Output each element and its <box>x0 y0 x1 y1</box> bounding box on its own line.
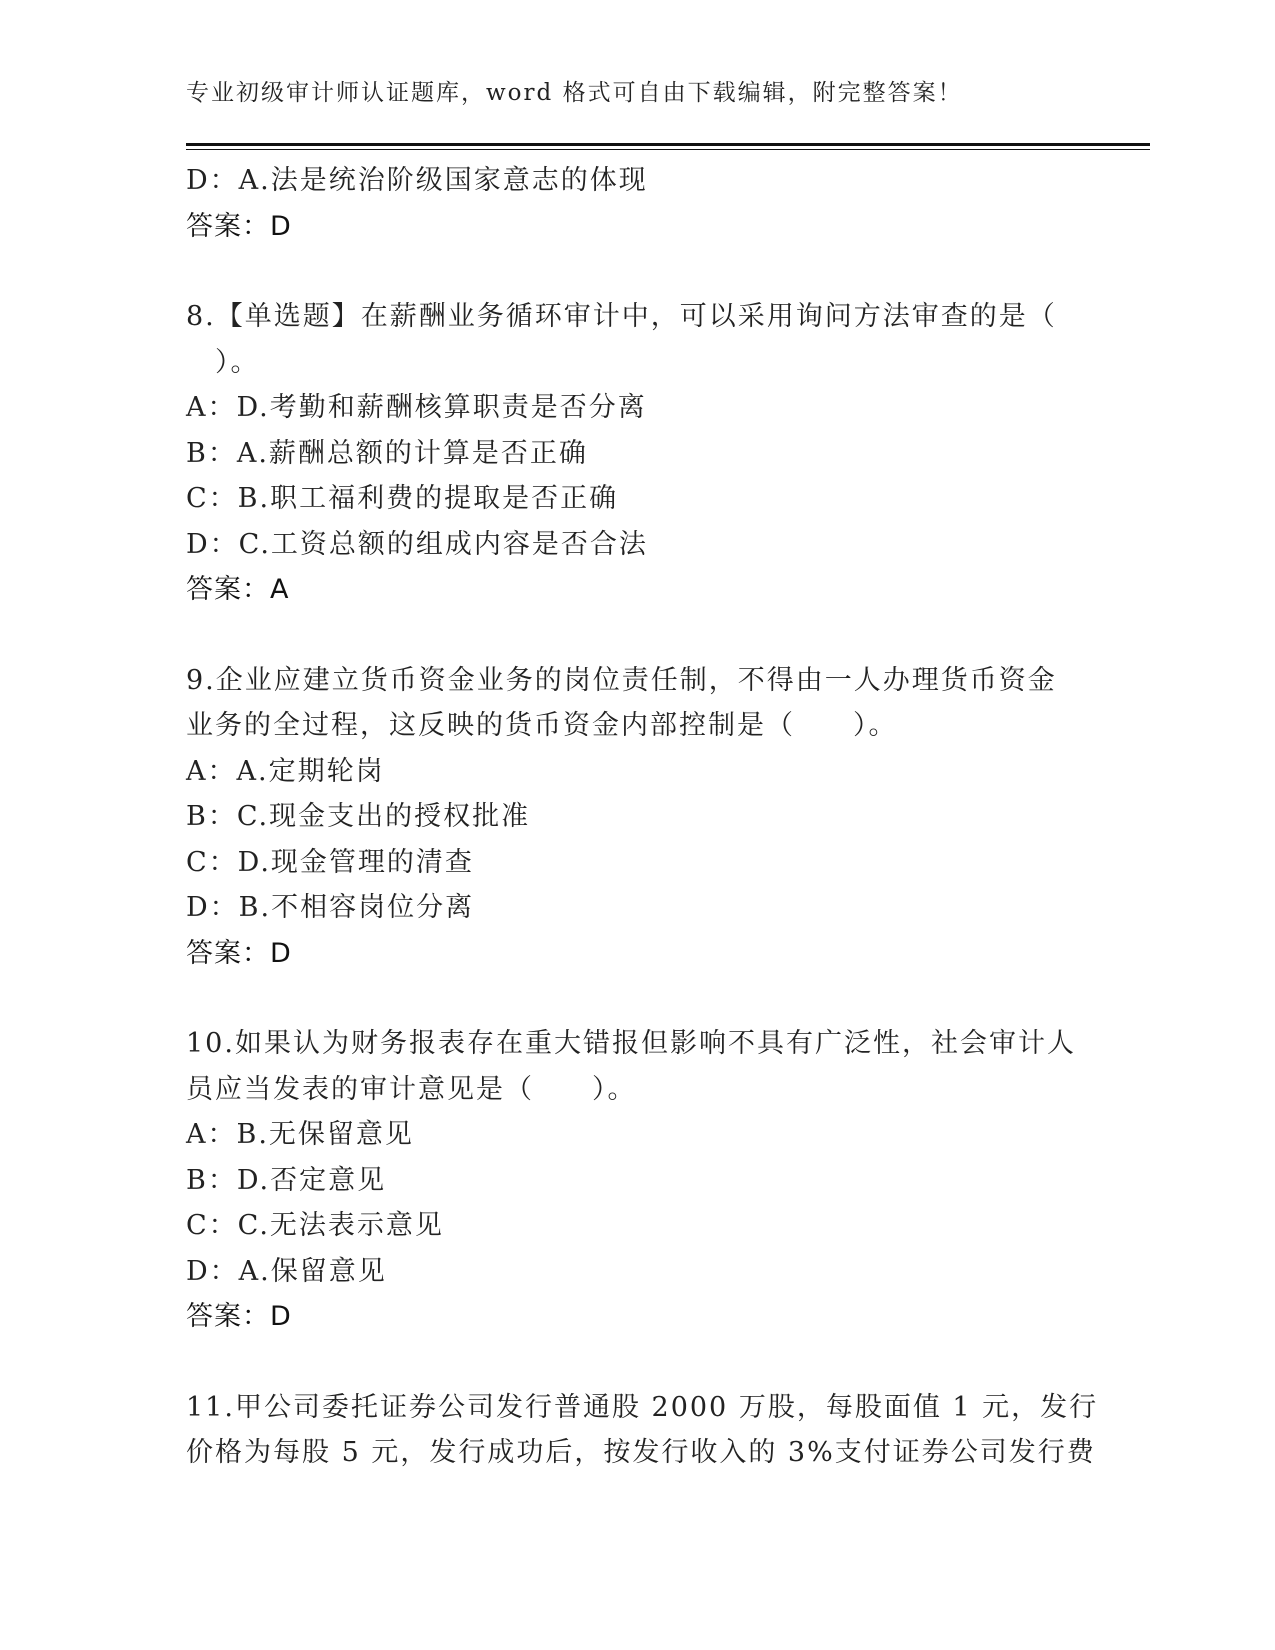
answer-line <box>186 931 1066 977</box>
option-b: B：A.薪酬总额的计算是否正确 <box>186 437 588 469</box>
spacer <box>186 613 1066 658</box>
spacer <box>186 976 1066 1021</box>
question-stem-continued: 业务的全过程，这反映的货币资金内部控制是（ ）。 <box>186 710 898 741</box>
question-content <box>186 158 1099 1476</box>
option-d: D：B.不相容岗位分离 <box>186 892 475 923</box>
lead-option-d: D：A.法是统治阶级国家意志的体现 <box>186 165 648 196</box>
question-stem: 9.企业应建立货币资金业务的岗位责任制，不得由一人办理货币资金 <box>186 664 1057 696</box>
option-c: C：B.职工福利费的提取是否正确 <box>186 483 619 514</box>
question-9 <box>186 658 1066 977</box>
option-d: D：C.工资总额的组成内容是否合法 <box>186 528 648 560</box>
option-b: B：C.现金支出的授权批准 <box>186 801 531 832</box>
answer-value: D <box>270 210 291 242</box>
option-d: D：A.保留意见 <box>186 1255 387 1287</box>
spacer <box>186 1340 1066 1385</box>
header-rule-thin <box>186 149 1150 150</box>
option-c: C：D.现金管理的清查 <box>186 846 474 878</box>
answer-label: 答案： <box>186 574 270 605</box>
answer-value: A <box>270 574 289 605</box>
option-c: C：C.无法表示意见 <box>186 1210 444 1241</box>
question-8 <box>186 294 1066 613</box>
question-stem-continued: 价格为每股 5 元，发行成功后，按发行收入的 3%支付证券公司发行费 <box>186 1437 1096 1468</box>
answer-value: D <box>270 937 291 969</box>
lead-answer <box>186 204 1066 250</box>
answer-label: 答案： <box>186 1301 270 1332</box>
question-stem-continued: ）。 <box>186 346 260 378</box>
answer-line <box>186 1294 1066 1340</box>
answer-line <box>186 567 1066 613</box>
question-10 <box>186 1021 1076 1340</box>
question-11 <box>186 1385 1099 1476</box>
spacer <box>186 249 1066 294</box>
option-a: A：A.定期轮岗 <box>186 755 385 787</box>
answer-label: 答案： <box>186 937 270 969</box>
answer-value: D <box>270 1301 291 1332</box>
header-rule-thick <box>186 143 1150 146</box>
question-stem: 10.如果认为财务报表存在重大错报但影响不具有广泛性，社会审计人 <box>186 1028 1076 1059</box>
answer-label: 答案： <box>186 210 270 242</box>
question-stem: 11.甲公司委托证券公司发行普通股 2000 万股，每股面值 1 元，发行 <box>186 1391 1099 1423</box>
option-a: A：D.考勤和薪酬核算职责是否分离 <box>186 392 647 423</box>
option-a: A：B.无保留意见 <box>186 1119 414 1150</box>
question-stem: 8.【单选题】在薪酬业务循环审计中，可以采用询问方法审查的是（ <box>186 301 1057 332</box>
header-note: 专业初级审计师认证题库，word 格式可自由下载编辑，附完整答案！ <box>186 80 963 106</box>
question-stem-continued: 员应当发表的审计意见是（ ）。 <box>186 1073 637 1105</box>
option-b: B：D.否定意见 <box>186 1164 387 1196</box>
